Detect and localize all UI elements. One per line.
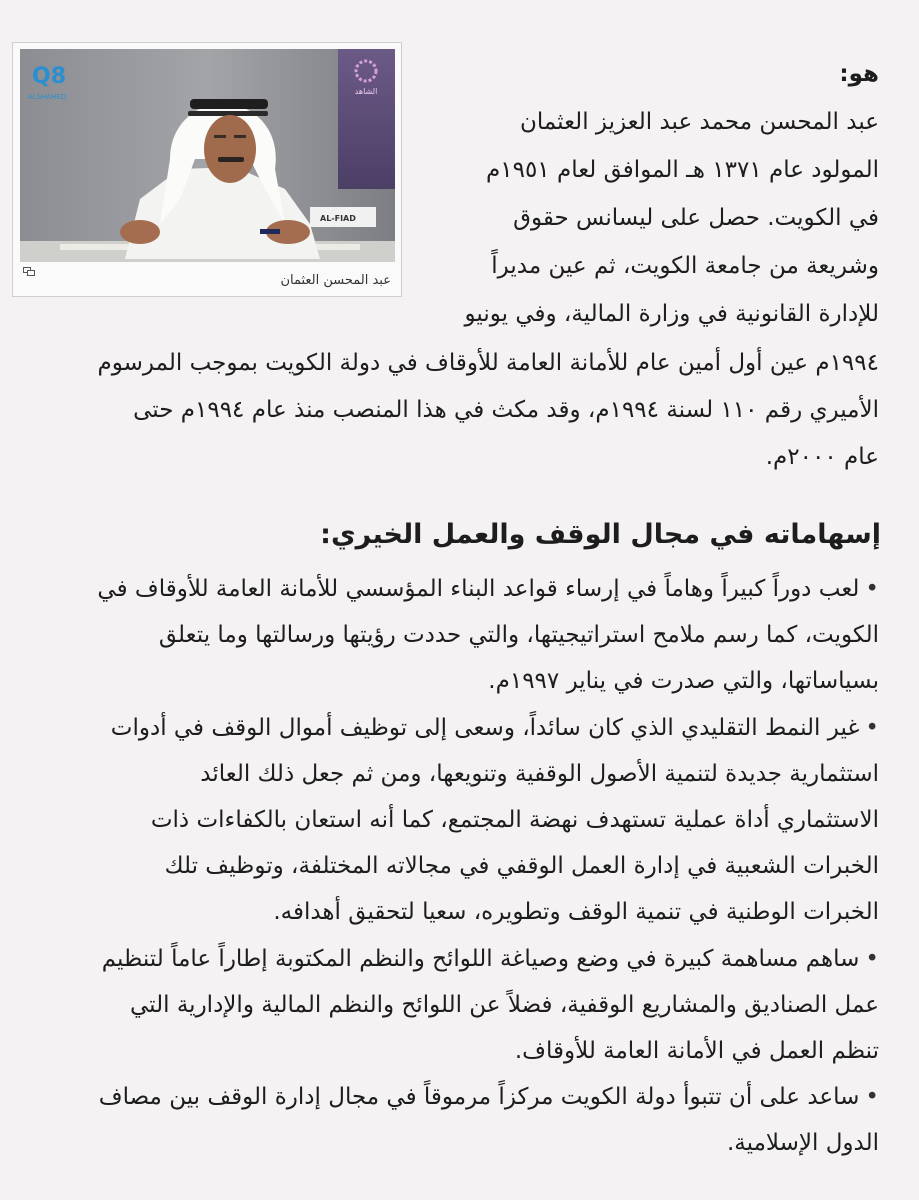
intro-label: هو:	[839, 61, 879, 87]
expand-icon[interactable]	[23, 267, 35, 276]
svg-text:Q8: Q8	[32, 64, 67, 89]
list-item	[19, 705, 879, 936]
bio-line: عام ٢٠٠٠م.	[765, 444, 879, 470]
list-item	[19, 1074, 879, 1166]
intro-line: في الكويت. حصل على ليسانس حقوق	[513, 205, 879, 231]
list-item-line: لعب دوراً كبيراً وهاماً في إرساء قواعد البناء المؤسسي للأمانة العامة للأوقاف في	[97, 576, 860, 602]
intro-block	[424, 50, 879, 338]
bio-line: ١٩٩٤م عين أول أمين عام للأمانة العامة للأوقاف في دولة الكويت بموجب المرسوم	[97, 350, 879, 376]
list-item-line: غير النمط التقليدي الذي كان سائداً، وسعى إلى توظيف أموال الوقف في أدوات	[110, 714, 860, 741]
list-item-line: الكويت، كما رسم ملامح استراتيجيتها، والتي حددت رؤيتها ورسالتها وما يتعلق	[158, 622, 879, 649]
intro-line: عبد المحسن محمد عبد العزيز العثمان	[519, 109, 879, 135]
intro-line: وشريعة من جامعة الكويت، ثم عين مديراً	[491, 253, 879, 279]
contributions-list	[19, 566, 879, 1167]
intro-line: للإدارة القانونية في وزارة المالية، وفي يونيو	[464, 301, 879, 327]
list-item	[19, 936, 879, 1075]
section-heading: إسهاماته في مجال الوقف والعمل الخيري:	[320, 519, 881, 550]
bullet-icon: •	[865, 945, 879, 972]
list-item	[19, 566, 879, 705]
photo-figure	[12, 42, 402, 297]
bullet-icon: •	[865, 714, 879, 741]
svg-text:ALSHAHED: ALSHAHED	[28, 93, 67, 101]
photo-caption: عبد المحسن العثمان	[280, 273, 391, 288]
list-item-line: عمل الصناديق والمشاريع الوقفية، فضلاً عن اللوائح والنظم المالية والإدارية التي	[130, 991, 879, 1018]
svg-text:الشاهد: الشاهد	[354, 87, 378, 96]
list-item-line: ساعد على أن تتبوأ دولة الكويت مركزاً مرموقاً في مجال إدارة الوقف بين مصاف	[98, 1084, 860, 1111]
list-item-line: تنظم العمل في الأمانة العامة للأوقاف.	[514, 1038, 879, 1065]
bullet-icon: •	[865, 1084, 879, 1111]
bullet-icon: •	[865, 576, 879, 602]
portrait-photo	[20, 49, 395, 262]
list-item-line: بسياساتها، والتي صدرت في يناير ١٩٩٧م.	[488, 668, 879, 695]
bio-line: الأميري رقم ١١٠ لسنة ١٩٩٤م، وقد مكث في هذا المنصب منذ عام ١٩٩٤م حتى	[133, 397, 879, 423]
list-item-line: الاستثماري أداة عملية تستهدف نهضة المجتمع، كما أنه استعان بالكفاءات ذات	[150, 807, 879, 834]
list-item-line: الدول الإسلامية.	[726, 1130, 879, 1157]
list-item-line: الخبرات الوطنية في تنمية الوقف وتطويره، سعيا لتحقيق أهدافه.	[273, 899, 879, 926]
list-item-line: استثمارية جديدة لتنمية الأصول الوقفية وتنويعها، ومن ثم جعل ذلك العائد	[200, 760, 879, 787]
list-item-line: الخبرات الشعبية في إدارة العمل الوقفي في مجالاته المختلفة، وتوظيف تلك	[164, 853, 879, 880]
svg-text:AL-FIAD: AL-FIAD	[320, 214, 356, 223]
list-item-line: ساهم مساهمة كبيرة في وضع وصياغة اللوائح والنظم المكتوبة إطاراً عاماً لتنظيم	[101, 945, 860, 972]
bio-continuation	[24, 340, 879, 481]
intro-line: المولود عام ١٣٧١ هـ الموافق لعام ١٩٥١م	[485, 157, 879, 183]
